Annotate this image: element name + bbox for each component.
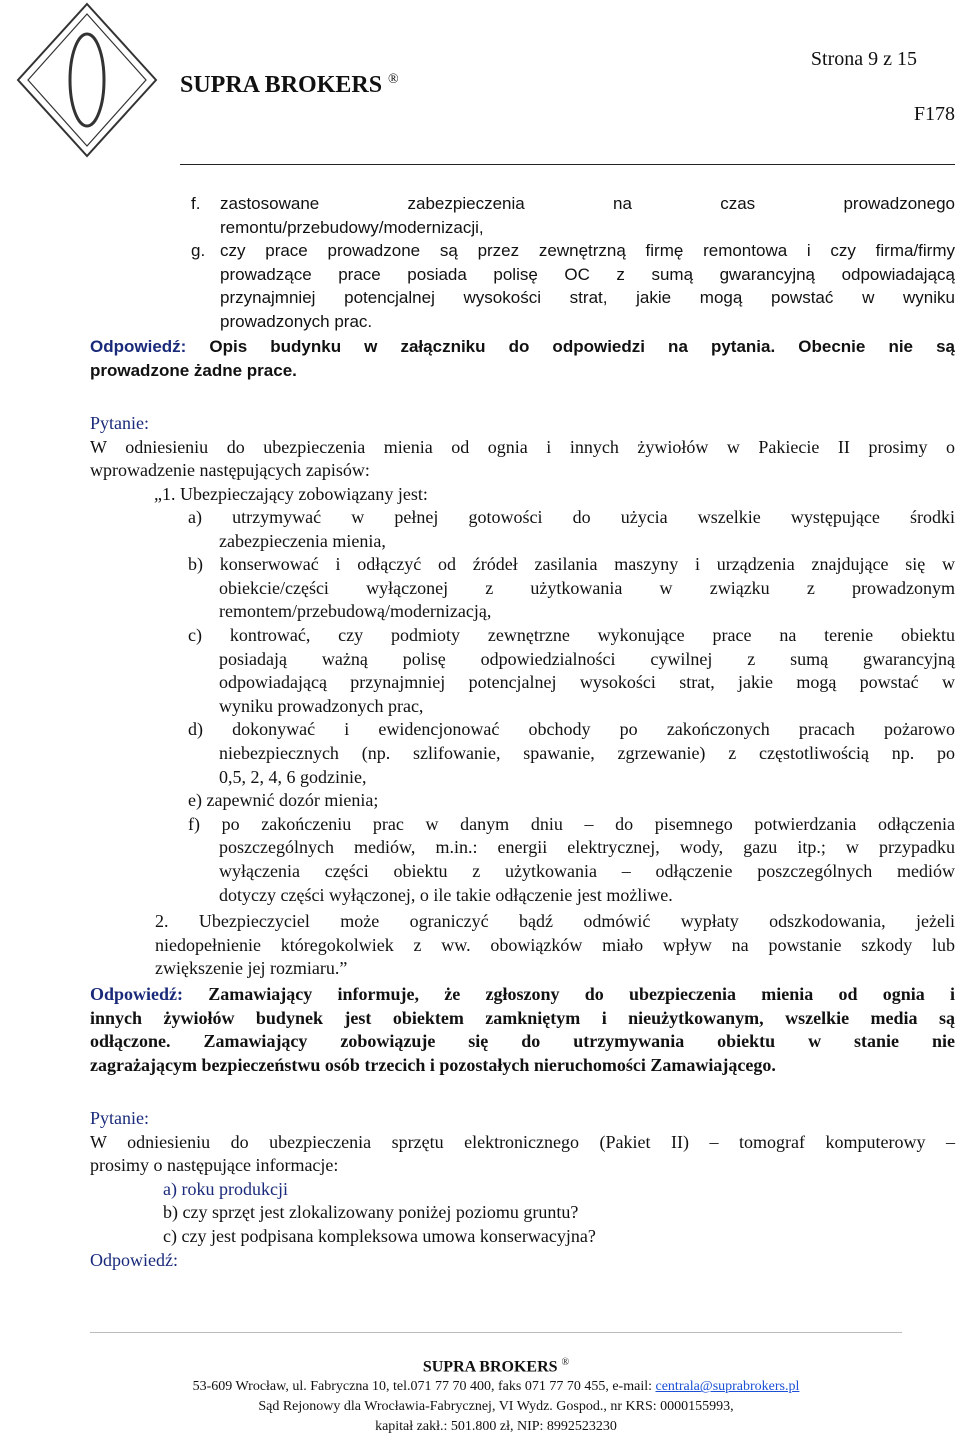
list-line: prowadzonych prac. [220,311,373,331]
footer-company-text: SUPRA BROKERS [422,1358,558,1376]
question-label: Pytanie: [90,1108,149,1128]
question-line: wprowadzenie następujących zapisów: [90,460,370,481]
clause-line: f) po zakończeniu prac w danym dniu – do pisemnego potwierdzania odłączenia [188,813,955,834]
answer-line: innych żywiołów budynek jest obiektem zamkniętym i nieużytkowanym, wszelkie media są [90,1007,955,1028]
list-line: remontu/przebudowy/modernizacji, [220,217,484,237]
clause-line: poszczególnych mediów, m.in.: energii elektrycznej, wody, gazu itp.; w przypadku [219,837,955,858]
clause-line: remontem/przebudową/modernizacją, [219,601,492,622]
question-item: b) czy sprzęt jest zlokalizowany poniżej poziomu gruntu? [163,1202,579,1223]
clause-line: d) dokonywać i ewidencjonować obchody po zakończonych pracach pożarowo [188,719,955,740]
clause-line: niebezpiecznych (np. szlifowanie, spawanie, zgrzewanie) z częstotliwością np. po [219,742,955,763]
question-line: W odniesieniu do ubezpieczenia sprzętu elektronicznego (Pakiet II) – tomograf komputerowy – [90,1131,955,1152]
footer-email-link[interactable]: centrala@suprabrokers.pl [655,1379,800,1395]
page-number: Strona 9 z 15 [810,48,917,70]
registered-mark: ® [388,72,399,87]
clause-line: posiadają ważną polisę odpowiedzialności cywilnej z sumą gwarancyjną [219,648,955,669]
header-company-name [180,72,399,99]
header-divider [180,164,955,165]
clause-line: dotyczy części wyłączonej, o ile takie odłączenie jest możliwe. [219,884,673,905]
question-2 [90,412,955,506]
clause-line: zabezpieczenia mienia, [219,530,386,551]
header-company-text: SUPRA BROKERS [180,72,383,98]
footer-court-line: Sąd Rejonowy dla Wrocławia-Fabrycznej, VI Wydz. Gospod., nr KRS: 0000155993, [258,1398,734,1414]
footer-address: 53-609 Wrocław, ul. Fabryczna 10, tel.071 77 70 400, faks 071 77 70 455, e-mail: [192,1379,656,1395]
clause-line: 2. Ubezpieczyciel może ograniczyć bądź odmówić wypłaty odszkodowania, jeżeli [155,911,955,931]
clause-line: c) kontrować, czy podmioty zewnętrzne wykonujące prace na terenie obiektu [188,624,955,645]
footer-address-line [90,1377,902,1397]
clause-line: wyłączenia części obiektu z użytkowania – odłączenie poszczególnych mediów [219,860,955,881]
list-line: prowadzące prace posiada polisę OC z sumą gwarancyjną odpowiadającą [220,264,955,284]
answer-text: Opis budynku w załączniku do odpowiedzi na pytania. Obecnie nie są [209,337,955,356]
clause-line: 0,5, 2, 4, 6 godzinie, [219,766,367,787]
clause-line: e) zapewnić dozór mienia; [188,790,379,811]
footer [90,1353,902,1436]
list-line: zastosowane zabezpieczenia na czas prowadzonego [220,194,955,213]
clause-2 [155,910,955,981]
list-item-f [191,192,955,239]
clause-line: b) konserwować i odłączyć od źródeł zasilania maszyny i urządzenia znajdujące się w [188,554,955,575]
answer-label: Odpowiedź: [90,984,184,1004]
question-line: W odniesieniu do ubezpieczenia mienia od ognia i innych żywiołów w Pakiecie II prosimy o [90,436,955,457]
document-code: F178 [913,103,955,125]
clause-line: obiekcie/części wyłączonej z użytkowania w związku z prowadzonym [219,577,955,598]
answer-label: Odpowiedź: [90,1249,178,1270]
clause-line: wyniku prowadzonych prac, [219,695,424,716]
answer-line: prowadzone żadne prace. [90,360,297,380]
clause-line: a) utrzymywać w pełnej gotowości do użycia wszelkie występujące środki [188,507,955,527]
answer-line: zagrażającym bezpieczeństwu osób trzecich i pozostałych nieruchomości Zamawiającego. [90,1054,776,1075]
question-item: a) roku produkcji [163,1178,288,1199]
footer-company [90,1353,902,1377]
list-marker: f. [191,194,201,213]
footer-capital-line: kapitał zakł.: 501.800 zł, NIP: 8992523230 [375,1418,617,1434]
list-item-g [191,239,955,333]
answer-line [90,335,955,359]
question-label: Pytanie: [90,413,149,433]
answer-1 [90,335,955,382]
answer-line [90,983,955,1007]
clause-list [188,506,955,907]
question-3 [90,1107,955,1272]
list-marker: g. [191,241,206,260]
answer-2 [90,983,955,1077]
question-item: c) czy jest podpisana kompleksowa umowa konserwacyjna? [163,1225,596,1246]
answer-line: odłączone. Zamawiający zobowiązuje się do utrzymywania obiektu w stanie nie [90,1031,955,1052]
list-line: przynajmniej potencjalnej wysokości strat, jakie mogą powstać w wyniku [220,288,955,308]
question-line: prosimy o następujące informacje: [90,1155,339,1176]
clause-line: odpowiadającą przynajmniej potencjalnej wysokości strat, jakie mogą powstać w [219,672,955,693]
list-line: czy prace prowadzone są przez zewnętrzną firmę remontowa i czy firma/firmy [220,241,955,260]
company-logo [12,0,162,160]
footer-divider [90,1332,902,1333]
footer-registered-mark: ® [561,1357,570,1368]
answer-text: Zamawiający informuje, że zgłoszony do ubezpieczenia mienia od ognia i [208,984,956,1004]
clause-1-heading: „1. Ubezpieczający zobowiązany jest: [154,483,428,504]
clause-line: zwiększenie jej rozmiaru.” [155,958,348,979]
clause-line: niedopełnienie któregokolwiek z ww. obowiązków miało wpływ na powstanie szkody lub [155,934,955,955]
answer-label: Odpowiedź: [90,337,187,356]
